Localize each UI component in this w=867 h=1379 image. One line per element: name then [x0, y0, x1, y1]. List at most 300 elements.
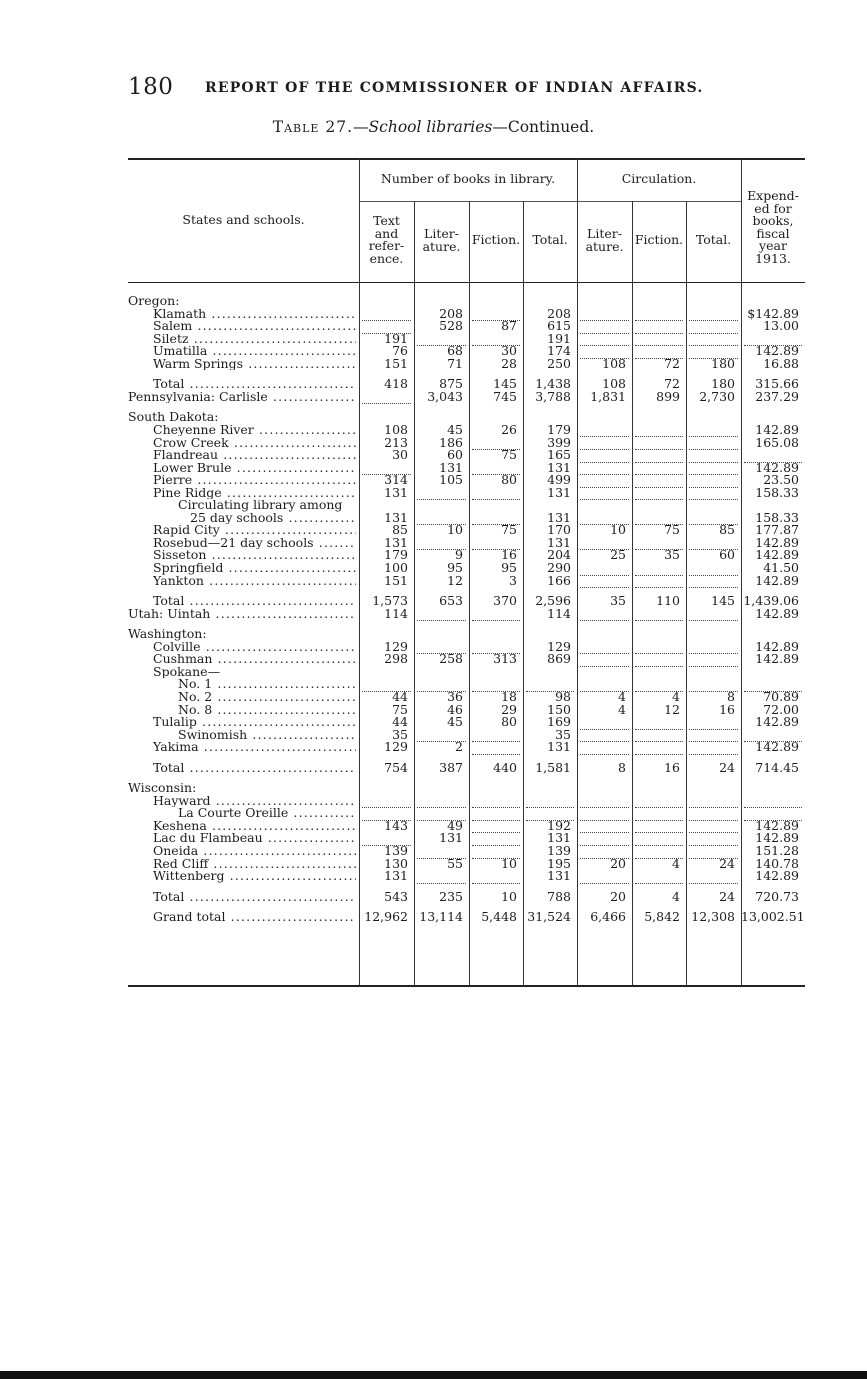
row-label: Flandreau ..... [153, 449, 356, 462]
header-text-reference [359, 215, 414, 265]
row-value: 35 [610, 593, 626, 609]
row-label: No. 8 ..... [178, 704, 356, 717]
row-value: 131 [547, 509, 571, 525]
row-value: 543 [384, 888, 408, 904]
row-label: Total ..... [153, 762, 356, 775]
row-value: 313 [493, 651, 517, 667]
row-value: 18 [501, 688, 517, 704]
row-label: No. 2 ..... [178, 691, 356, 704]
empty-cell-leader [472, 883, 520, 884]
row-label: Yakima ..... [153, 741, 356, 754]
row-value: 140.78 [755, 855, 799, 871]
row-value: 12,962 [364, 909, 408, 925]
row-value: 165.08 [755, 434, 799, 450]
row-value: 139 [547, 843, 571, 858]
table-row [128, 653, 805, 666]
row-value: 213 [384, 434, 408, 450]
total-row [128, 595, 805, 608]
empty-cell-leader [417, 883, 466, 884]
row-value: 16 [501, 547, 517, 563]
row-value: 169 [547, 714, 571, 730]
row-value: 131 [384, 509, 408, 525]
row-value: 95 [447, 560, 463, 575]
empty-cell-leader [635, 883, 683, 884]
row-value: 142.89 [755, 572, 799, 588]
table-title [0, 118, 867, 136]
row-value: 12 [664, 701, 680, 717]
row-value: 108 [384, 421, 408, 437]
row-value: 258 [439, 651, 463, 667]
table-row [128, 795, 805, 808]
total-row [128, 759, 805, 775]
header-circ-literature-line: ature. [585, 238, 624, 254]
row-value: 72 [664, 355, 680, 371]
row-label: Wittenberg ..... [153, 870, 356, 883]
row-value: 237.29 [755, 388, 799, 404]
row-label: Rosebud—21 day schools ..... [153, 537, 356, 550]
row-value: 142.89 [755, 343, 799, 359]
row-label: Sisseton ..... [153, 549, 356, 562]
row-value: 16 [719, 701, 735, 717]
row-value: 30 [392, 447, 408, 463]
row-value: 41.50 [763, 560, 799, 575]
row-label: Umatilla ..... [153, 345, 356, 358]
header-text-reference-line: and [374, 225, 399, 241]
row-value: 129 [384, 638, 408, 654]
row-value: 142.89 [755, 459, 799, 475]
row-value: 142.89 [755, 739, 799, 755]
row-value: 142.89 [755, 830, 799, 846]
row-value: 20 [610, 888, 626, 904]
table-title-suffix: —Continued. [492, 118, 595, 136]
table-row [128, 572, 805, 588]
table-row [128, 638, 805, 654]
row-value: 131 [384, 484, 408, 500]
row-value: 28 [501, 355, 517, 371]
row-value: 87 [501, 318, 517, 334]
row-value: 235 [439, 888, 463, 904]
table-row [128, 295, 805, 308]
row-label: Lac du Flambeau ..... [153, 832, 356, 845]
row-value: 720.73 [755, 888, 799, 904]
header-literature [414, 228, 469, 253]
header-circ-literature-line: Liter- [587, 226, 622, 241]
row-value: 180 [711, 355, 735, 371]
table-row [128, 628, 805, 641]
row-value: 653 [439, 593, 463, 609]
row-value: 4 [672, 855, 680, 871]
row-value: 142.89 [755, 547, 799, 563]
row-value: 170 [547, 522, 571, 538]
table-row [128, 549, 805, 562]
row-value: 10 [447, 522, 463, 538]
table-row [128, 388, 805, 404]
row-value: 24 [719, 855, 735, 871]
row-value: 3,043 [427, 388, 463, 404]
empty-cell-leader [580, 587, 629, 588]
row-label: Spokane— [153, 665, 221, 679]
row-value: 49 [447, 817, 463, 833]
row-value: 131 [547, 484, 571, 500]
row-value: 4 [618, 688, 626, 704]
row-value: 31,524 [527, 909, 571, 925]
row-value: 80 [501, 472, 517, 488]
table-row [128, 845, 805, 858]
table-row [128, 459, 805, 475]
row-value: 10 [501, 855, 517, 871]
table-row [128, 355, 805, 371]
row-label: Klamath ..... [153, 308, 356, 321]
row-value: 1,438 [535, 376, 571, 392]
row-label: Oneida ..... [153, 845, 356, 858]
table-row [128, 305, 805, 321]
row-label: La Courte Oreille ..... [178, 807, 356, 820]
row-value: 5,842 [644, 909, 680, 925]
row-value: 24 [719, 888, 735, 904]
row-value: 370 [493, 593, 517, 609]
row-label: Cushman ..... [153, 653, 356, 666]
books-group-rule [359, 201, 577, 202]
empty-cell-leader [472, 620, 520, 621]
row-value: 26 [501, 421, 517, 437]
table-row [128, 562, 805, 575]
row-label: Siletz ..... [153, 333, 356, 346]
table-row [128, 817, 805, 833]
row-value: 174 [547, 343, 571, 359]
row-value: 75 [664, 522, 680, 538]
row-value: 30 [501, 343, 517, 359]
row-label: Circulating library among [178, 499, 343, 512]
row-value: 114 [384, 605, 408, 621]
header-total-line: Total. [532, 232, 568, 247]
header-expended [741, 190, 805, 265]
row-value: 192 [547, 817, 571, 833]
row-value: 8 [618, 759, 626, 775]
table-row [128, 701, 805, 717]
row-value: 6,466 [590, 909, 626, 925]
row-value: 130 [384, 855, 408, 871]
header-circ-fiction [632, 234, 686, 247]
row-label: Colville ..... [153, 641, 356, 654]
row-label: Swinomish ..... [178, 729, 356, 742]
row-value: 166 [547, 572, 571, 588]
table-row [128, 678, 805, 691]
row-value: 72.00 [763, 701, 799, 717]
table-top-rule [128, 158, 805, 160]
row-value: 68 [447, 343, 463, 359]
row-value: 150 [547, 701, 571, 717]
row-value: 45 [447, 421, 463, 437]
empty-cell-leader [580, 754, 629, 755]
row-value: 12 [447, 572, 463, 588]
header-states-line: States and schools. [182, 212, 305, 227]
row-value: 131 [547, 739, 571, 755]
row-value: 114 [547, 605, 571, 621]
table-row [128, 666, 805, 679]
row-value: 204 [547, 547, 571, 563]
table-row [128, 832, 805, 845]
row-value: 177.87 [755, 522, 799, 538]
running-head: REPORT OF THE COMMISSIONER OF INDIAN AFFAIRS. [205, 80, 704, 96]
row-value: 8 [727, 688, 735, 704]
row-value: 16 [664, 759, 680, 775]
row-value: 1,581 [535, 759, 571, 775]
row-value: 35 [664, 547, 680, 563]
row-value: 4 [672, 688, 680, 704]
row-value: 1,573 [372, 593, 408, 609]
table-row [128, 434, 805, 450]
empty-cell-leader [417, 620, 466, 621]
row-value: 5,448 [481, 909, 517, 925]
row-label: Rapid City ..... [153, 524, 356, 537]
row-value: 418 [384, 376, 408, 392]
row-value: 314 [384, 472, 408, 488]
row-label: Keshena ..... [153, 820, 356, 833]
row-value: 4 [672, 888, 680, 904]
header-fiction-line: Fiction. [471, 232, 521, 247]
table-row [128, 330, 805, 346]
empty-cell-leader [472, 754, 520, 755]
table-row [128, 855, 805, 871]
row-value: 139 [384, 843, 408, 858]
row-value: 60 [447, 447, 463, 463]
table-row [128, 688, 805, 704]
row-value: 143 [384, 817, 408, 833]
empty-cell-leader [689, 883, 738, 884]
row-value: 145 [711, 593, 735, 609]
row-label: Pierre ..... [153, 474, 356, 487]
table-row [128, 741, 805, 754]
row-value: 145 [493, 376, 517, 392]
empty-cell-leader [689, 587, 738, 588]
row-value: 399 [547, 434, 571, 450]
row-value: 13.00 [763, 318, 799, 334]
row-label: Pennsylvania: Carlisle ..... [128, 391, 356, 404]
row-value: 131 [439, 459, 463, 475]
empty-cell-leader [580, 620, 629, 621]
row-value: 44 [392, 714, 408, 730]
row-value: 179 [547, 421, 571, 437]
row-value: 85 [392, 522, 408, 538]
row-value: 745 [493, 388, 517, 404]
row-value: 142.89 [755, 534, 799, 550]
row-value: 44 [392, 688, 408, 704]
row-value: 151 [384, 572, 408, 588]
row-value: 2 [455, 739, 463, 755]
row-value: 142.89 [755, 817, 799, 833]
row-value: 869 [547, 651, 571, 667]
row-value: 95 [501, 560, 517, 575]
empty-cell-leader [689, 620, 738, 621]
row-value: 46 [447, 701, 463, 717]
row-value: 875 [439, 376, 463, 392]
row-value: $142.89 [747, 305, 799, 321]
row-value: 100 [384, 560, 408, 575]
empty-cell-leader [635, 754, 683, 755]
row-value: 714.45 [755, 759, 799, 775]
row-label: Cheyenne River ..... [153, 424, 356, 437]
row-label: Total ..... [153, 595, 356, 608]
row-value: 298 [384, 651, 408, 667]
row-value: 13,114 [419, 909, 463, 925]
row-value: 158.33 [755, 484, 799, 500]
row-label: Salem ..... [153, 320, 356, 333]
row-value: 142.89 [755, 638, 799, 654]
row-label: Tulalip ..... [153, 716, 356, 729]
row-value: 45 [447, 714, 463, 730]
empty-cell-leader [362, 403, 411, 404]
row-value: 615 [547, 318, 571, 334]
row-label: Crow Creek ..... [153, 437, 356, 450]
table-row [128, 499, 805, 512]
total-row [128, 911, 805, 924]
table-row [128, 345, 805, 358]
row-value: 75 [392, 701, 408, 717]
row-value: 250 [547, 355, 571, 371]
table-row [128, 524, 805, 537]
row-value: 3,788 [535, 388, 571, 404]
row-value: 142.89 [755, 868, 799, 884]
header-expended-line: 1913. [755, 250, 791, 266]
row-label: Grand total ..... [153, 911, 356, 924]
header-group-circulation [577, 173, 741, 186]
row-value: 2,596 [535, 593, 571, 609]
header-literature-line: Liter- [424, 226, 459, 241]
header-bottom-rule [128, 282, 805, 283]
header-expended-line: books, [752, 213, 794, 228]
header-expended-line: fiscal year [756, 225, 790, 253]
table-row [128, 509, 805, 525]
row-label: 25 day schools ..... [190, 512, 356, 525]
row-value: 10 [501, 888, 517, 904]
row-value: 29 [501, 701, 517, 717]
row-label: Lower Brule ..... [153, 462, 356, 475]
row-label: Utah: Uintah ..... [128, 608, 356, 621]
row-value: 10 [610, 522, 626, 538]
header-circ-total-line: Total. [695, 232, 732, 247]
table-row [128, 807, 805, 820]
row-value: 179 [384, 547, 408, 563]
row-value: 315.66 [755, 376, 799, 392]
row-label: Springfield ..... [153, 562, 356, 575]
table-row [128, 870, 805, 883]
circ-group-rule [577, 201, 741, 202]
row-value: 35 [392, 726, 408, 742]
header-expended-line: ed for [754, 200, 792, 216]
row-value: 208 [547, 305, 571, 321]
row-value: 16.88 [763, 355, 799, 371]
row-value: 142.89 [755, 605, 799, 621]
row-value: 788 [547, 888, 571, 904]
table-row [128, 484, 805, 500]
row-label: Hayward ..... [153, 795, 356, 808]
row-value: 60 [719, 547, 735, 563]
row-value: 110 [656, 593, 680, 609]
row-value: 9 [455, 547, 463, 563]
header-text-reference-line: Text [373, 213, 400, 228]
row-value: 24 [719, 759, 735, 775]
page-number: 180 [128, 74, 174, 100]
table-bottom-rule [128, 985, 805, 987]
header-expended-line: Expend- [747, 188, 799, 203]
row-label: Pine Ridge ..... [153, 487, 356, 500]
table-row [128, 474, 805, 487]
header-states [128, 214, 359, 227]
row-value: 142.89 [755, 651, 799, 667]
empty-cell-leader [580, 883, 629, 884]
header-group-circulation-line: Circulation. [621, 171, 697, 186]
row-value: 208 [439, 305, 463, 321]
row-value: 75 [501, 447, 517, 463]
row-label: Washington: [128, 628, 207, 641]
row-value: 499 [547, 472, 571, 488]
row-value: 131 [547, 534, 571, 550]
empty-cell-leader [635, 620, 683, 621]
row-label: Total ..... [153, 378, 356, 391]
header-text-reference-line: refer- [368, 238, 405, 253]
row-value: 129 [547, 638, 571, 654]
row-value: 129 [384, 739, 408, 755]
row-value: 75 [501, 522, 517, 538]
table-row [128, 605, 805, 621]
header-circ-total [686, 234, 741, 247]
row-value: 131 [384, 868, 408, 884]
row-value: 142.89 [755, 714, 799, 730]
row-value: 131 [547, 830, 571, 846]
row-value: 25 [610, 547, 626, 563]
empty-cell-leader [635, 587, 683, 588]
table-label: Table 27. [272, 118, 354, 136]
table-row [128, 716, 805, 729]
row-value: 4 [618, 701, 626, 717]
row-value: 186 [439, 434, 463, 450]
row-label: South Dakota: [128, 411, 219, 424]
row-value: 290 [547, 560, 571, 575]
row-value: 131 [384, 534, 408, 550]
table-row [128, 782, 805, 795]
row-value: 131 [439, 830, 463, 846]
row-value: 528 [439, 318, 463, 334]
row-value: 98 [555, 688, 571, 704]
row-value: 55 [447, 855, 463, 871]
row-value: 1,831 [590, 388, 626, 404]
row-value: 387 [439, 759, 463, 775]
row-value: 180 [711, 376, 735, 392]
table-row [128, 421, 805, 437]
row-value: 131 [547, 459, 571, 475]
row-value: 3 [509, 572, 517, 588]
table-title-text: School libraries [368, 118, 493, 136]
table-row [128, 411, 805, 424]
row-value: 158.33 [755, 509, 799, 525]
header-fiction [469, 234, 523, 247]
row-value: 20 [610, 855, 626, 871]
row-label: Red Cliff ..... [153, 858, 356, 871]
row-value: 151.28 [755, 843, 799, 858]
row-label: Warm Springs ..... [153, 358, 356, 371]
row-label: Wisconsin: [128, 782, 197, 795]
row-label: Total ..... [153, 891, 356, 904]
row-value: 191 [384, 330, 408, 346]
row-value: 71 [447, 355, 463, 371]
row-value: 85 [719, 522, 735, 538]
row-value: 13,002.51 [741, 909, 805, 925]
row-value: 191 [547, 330, 571, 346]
header-circ-literature [577, 228, 632, 253]
table-row [128, 726, 805, 742]
row-value: 12,308 [691, 909, 735, 925]
empty-cell-leader [689, 754, 738, 755]
